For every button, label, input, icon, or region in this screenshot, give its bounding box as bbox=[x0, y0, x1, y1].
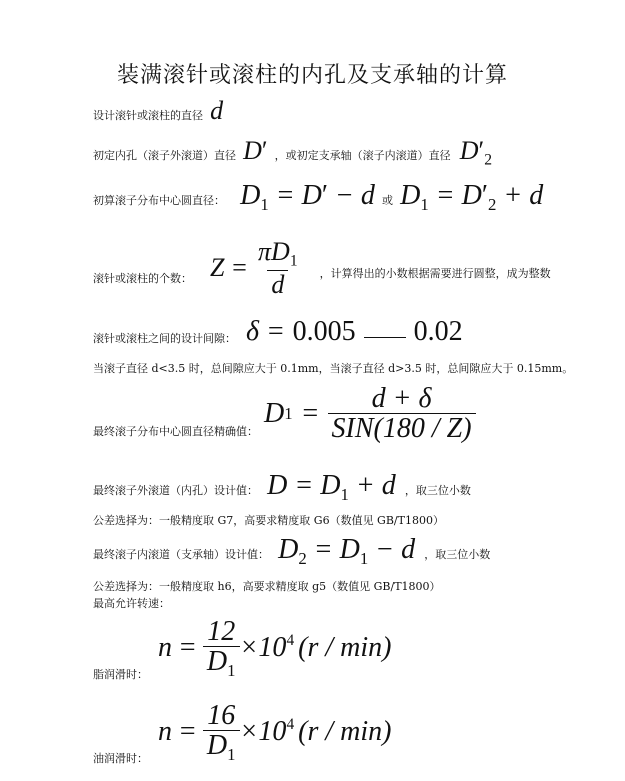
diameter-label: 设计滚针或滚柱的直径 bbox=[93, 109, 203, 122]
oil-numerator: 16 bbox=[207, 699, 236, 731]
pitch-row bbox=[93, 180, 543, 215]
pitch-formula-2: $D_1 = D'_2 + d$ bbox=[400, 180, 544, 214]
outer-note: ，取三位小数 bbox=[404, 484, 471, 497]
grease-row bbox=[93, 614, 391, 682]
clearance-high: 0.02 bbox=[413, 316, 463, 347]
inner-note: ，取三位小数 bbox=[424, 548, 491, 561]
pitch-label: 初算滚子分布中心圆直径： bbox=[93, 194, 225, 207]
pitch-or-label: 或 bbox=[381, 194, 393, 207]
outer-row bbox=[93, 470, 471, 505]
clearance-row bbox=[93, 314, 463, 348]
oil-row bbox=[93, 698, 391, 766]
initial-diameter-row bbox=[93, 136, 492, 169]
grease-label: 脂润滑时： bbox=[93, 668, 148, 681]
oil-formula: n = $\frac{16}{D_1}$ $\times 10^4$ (r / min) bbox=[158, 699, 392, 764]
page-title: 装满滚针或滚柱的内孔及支承轴的计算 bbox=[116, 63, 508, 88]
outer-label: 最终滚子外滚道（内孔）设计值： bbox=[93, 484, 258, 497]
oil-unit: (r / min) bbox=[298, 715, 392, 747]
count-formula: Z = $\frac{\pi D_1}{d}$ bbox=[210, 237, 298, 299]
clearance-label: 滚针或滚柱之间的设计间隙： bbox=[93, 332, 236, 345]
inner-formula: $D_2 = D_1 - d$ bbox=[278, 534, 416, 568]
count-note: ，计算得出的小数根据需要进行圆整，成为整数 bbox=[319, 267, 551, 281]
initial-outer-label: 初定内孔（滚子外滚道）直径 bbox=[93, 149, 236, 162]
initial-inner-label: ，或初定支承轴（滚子内滚道）直径 bbox=[274, 149, 451, 162]
grease-unit: (r / min) bbox=[298, 631, 392, 663]
pitch-formula-1: $D_1 = D' - d$ bbox=[240, 180, 375, 214]
diameter-row bbox=[93, 96, 223, 126]
outer-tolerance: 公差选择为：一般精度取 G7，高要求精度取 G6（数值见 GB/T1800） bbox=[93, 514, 444, 527]
grease-numerator: 12 bbox=[207, 615, 236, 647]
inner-tolerance: 公差选择为：一般精度取 h6，高要求精度取 g5（数值见 GB/T1800） bbox=[93, 580, 441, 593]
outer-formula: $D = D_1 + d$ bbox=[267, 470, 396, 504]
speed-label: 最高允许转速： bbox=[93, 597, 170, 610]
inner-initial-formula: $D'_2$ bbox=[459, 136, 493, 169]
clearance-low: 0.005 bbox=[292, 316, 356, 347]
final-pitch-row bbox=[93, 384, 476, 444]
count-label: 滚针或滚柱的个数： bbox=[93, 272, 192, 286]
inner-label: 最终滚子内滚道（支承轴）设计值： bbox=[93, 548, 269, 561]
final-pitch-formula: D 1 = $\frac{d + \delta}{\text{SIN(180 / Z)}}$ bbox=[264, 384, 476, 444]
final-pitch-label: 最终滚子分布中心圆直径精确值： bbox=[93, 424, 258, 438]
grease-formula: n = $\frac{12}{D_1}$ $\times 10^4$ (r / min) bbox=[158, 615, 392, 680]
inner-row bbox=[93, 534, 490, 569]
oil-label: 油润滑时： bbox=[93, 752, 148, 765]
outer-initial-formula: D′ bbox=[243, 136, 268, 165]
count-row bbox=[93, 238, 551, 298]
clearance-note: 当滚子直径 d<3.5 时，总间隙应大于 0.1mm，当滚子直径 d>3.5 时，总间隙应大于 0.15mm。 bbox=[93, 362, 574, 375]
diameter-formula: d bbox=[210, 96, 224, 125]
clearance-formula: δ = 0.005 0.02 bbox=[246, 316, 463, 347]
final-pitch-denominator: SIN(180 / Z) bbox=[328, 413, 476, 443]
